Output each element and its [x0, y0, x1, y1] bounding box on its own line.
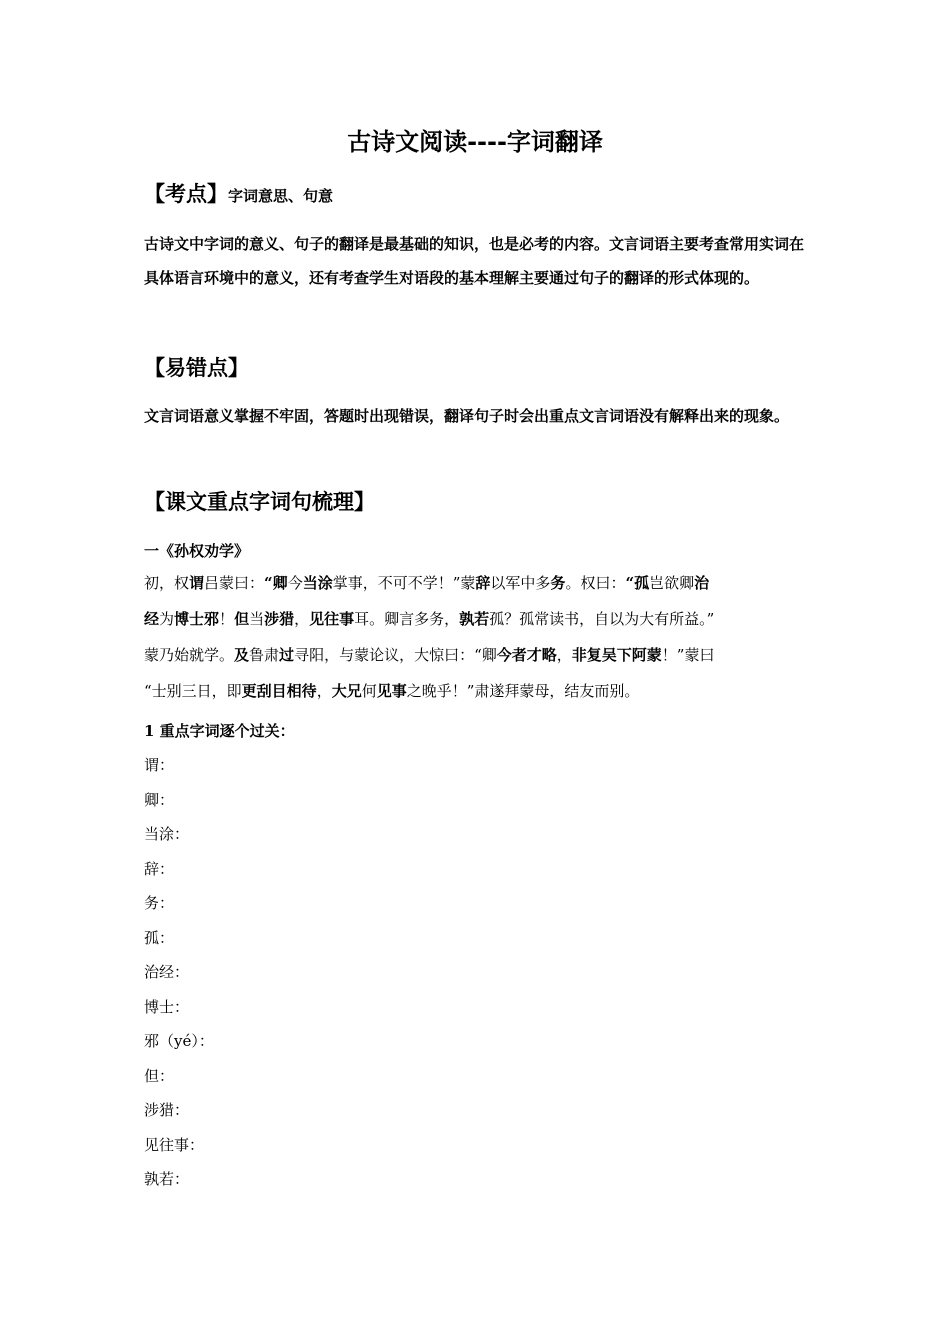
- lesson-text-segment: 。权曰：: [565, 574, 626, 592]
- key-term: 更刮目相待: [241, 682, 317, 700]
- key-term: 过: [279, 646, 295, 664]
- lesson-text-segment: 岂欲卿: [649, 574, 695, 592]
- key-term: 当涂: [302, 574, 333, 592]
- lesson-line: [144, 644, 714, 665]
- lesson-text-segment: 掌事，不可不学！”蒙: [332, 574, 476, 592]
- vocab-item: 孰若：: [144, 1170, 190, 1188]
- vocab-item: 涉猎：: [144, 1101, 190, 1119]
- vocab-item: 邪（yé）：: [144, 1032, 214, 1050]
- key-term: 见事: [376, 682, 407, 700]
- key-term: 辞: [475, 574, 491, 592]
- yicuodian-label: 【易错点】: [144, 356, 249, 380]
- lesson-line: [144, 680, 639, 701]
- key-term: 今者才略: [496, 646, 557, 664]
- lesson-text-segment: 耳。卿言多务，: [354, 610, 460, 628]
- lesson-text-segment: 初，权: [144, 574, 190, 592]
- lesson-text-segment: ！: [219, 610, 235, 628]
- lesson-line: [144, 608, 714, 629]
- vocab-item: 卿：: [144, 790, 175, 809]
- key-term: 博士邪: [174, 610, 220, 628]
- kaodian-text: 字词意思、句意: [228, 187, 334, 205]
- vocab-item: 治经：: [144, 963, 190, 981]
- vocab-item: 但：: [144, 1066, 175, 1085]
- vocab-item: 见往事：: [144, 1135, 205, 1154]
- vocab-item: 务：: [144, 894, 175, 912]
- page-title: 古诗文阅读----字词翻译: [347, 128, 603, 156]
- lesson-text-segment: 鲁肃: [249, 646, 280, 664]
- lesson-text-segment: 以军中多: [490, 574, 551, 592]
- lesson-text-segment: 孤？孤常读书，自以为大有所益。”: [489, 610, 715, 628]
- lesson-text-segment: ！”蒙曰: [661, 646, 715, 664]
- lesson-text-segment: ，: [316, 682, 332, 700]
- key-term: 见往事: [309, 610, 355, 628]
- key-term: 涉猎: [264, 610, 295, 628]
- lesson-text-segment: 之晚乎！”肃遂拜蒙母，结友而别。: [406, 682, 640, 700]
- key-term: 治: [694, 574, 710, 592]
- lesson-text-segment: 吕蒙曰：: [204, 574, 265, 592]
- kewen-label: 【课文重点字词句梳理】: [144, 490, 375, 514]
- vocab-item: 当涂：: [144, 825, 190, 843]
- lesson-text-segment: “士别三日，即: [144, 682, 242, 700]
- key-term: 及: [234, 646, 250, 664]
- key-term: 谓: [189, 574, 205, 592]
- vocab-item: 博士：: [144, 997, 190, 1016]
- vocab-item: 辞：: [144, 859, 175, 878]
- lesson-text-segment: ，: [556, 646, 572, 664]
- key-term: “卿: [264, 574, 288, 592]
- lesson-text-segment: 何: [361, 682, 377, 700]
- intro-paragraph: 古诗文中字词的意义、句子的翻译是最基础的知识，也是必考的内容。文言词语主要考查常用实词在具体语言环境中的意义，还有考查学生对语段的基本理解主要通过句子的翻译的形式体现的。: [144, 235, 805, 287]
- lesson-text-segment: 寻阳，与蒙论议，大惊曰：“卿: [294, 646, 497, 664]
- key-term: 经: [144, 610, 160, 628]
- kaodian-label: 【考点】: [144, 182, 228, 206]
- key-term: 孰若: [459, 610, 490, 628]
- lesson-text-segment: 为: [159, 610, 175, 628]
- lesson-text-segment: 当: [249, 610, 265, 628]
- key-term: 务: [550, 574, 566, 592]
- vocab-heading: 1 重点字词逐个过关：: [144, 722, 295, 740]
- key-term: 但: [234, 610, 250, 628]
- yicuodian-paragraph: 文言词语意义掌握不牢固，答题时出现错误，翻译句子时会出重点文言词语没有解释出来的现象。: [144, 407, 790, 425]
- lesson-text-segment: 蒙乃始就学。: [144, 646, 235, 664]
- key-term: 大兄: [331, 682, 362, 700]
- vocab-item: 谓：: [144, 756, 175, 774]
- key-term: 非复吴下阿蒙: [571, 646, 662, 664]
- key-term: “孤: [625, 574, 650, 592]
- lesson-text-segment: 今: [287, 574, 303, 592]
- lesson-heading: 一《孙权劝学》: [144, 542, 250, 560]
- lesson-text-segment: ，: [294, 610, 310, 628]
- lesson-line: [144, 572, 709, 593]
- kaodian-section: [144, 178, 333, 208]
- vocab-item: 孤：: [144, 928, 175, 947]
